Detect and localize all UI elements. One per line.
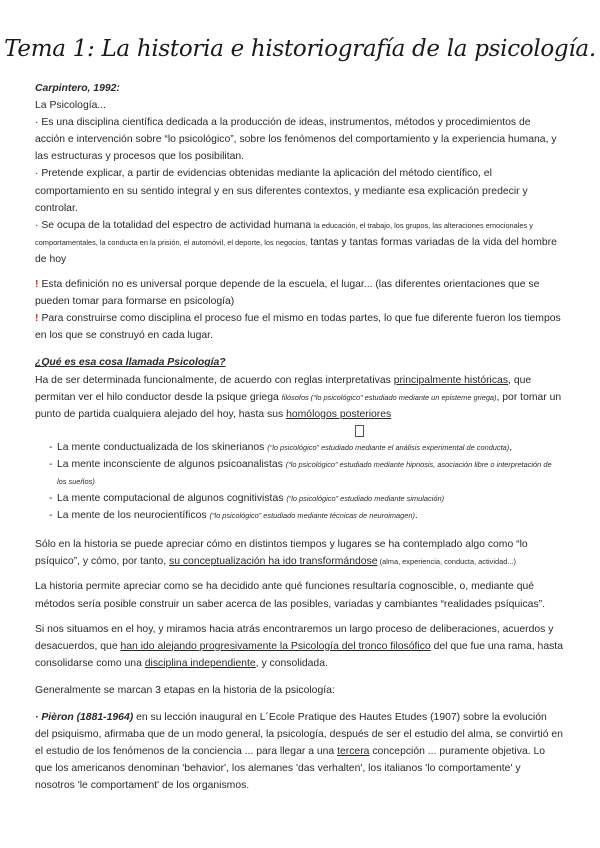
arrow-down-icon: [155, 423, 563, 439]
mind-list: [35, 439, 563, 524]
history-paragraph: Sólo en la historia se puede apreciar cómo en distintos tiempos y lugares se ha contemplado algo como “lo psíquico”, y cómo, por tanto, su conceptualización ha ido transformándose (alma, experiencia, conducta, actividad...): [35, 539, 528, 568]
section-heading: ¿Qué es esa cosa llamada Psicología?: [35, 357, 226, 369]
citation: Carpintero, 1992:: [35, 83, 120, 94]
list-item: - La mente de los neurocientíficos (“lo psicológico” estudiado mediante técnicas de neuroimagen).: [49, 507, 563, 524]
definition-bullet: · Pretende explicar, a partir de evidencias obtenidas mediante la aplicación del método científico, el comportamiento en su sentido integral y en sus diferentes contextos, y mediante esa explicación predecir y controlar.: [35, 168, 528, 214]
definition-bullet: · Se ocupa de la totalidad del espectro de actividad humana la educación, el trabajo, los grupos, las alteraciones emocionales y comportamentales, la conducta en la prisión, el automóvil, el deporte, los negocios, tantas y tantas formas variadas de la vida del hombre de hoy: [35, 219, 557, 265]
exclamation-icon: !: [35, 279, 39, 291]
exclamation-icon: !: [35, 313, 39, 325]
note-paragraph: ! Esta definición no es universal porque depende de la escuela, el lugar... (las diferentes orientaciones que se pueden tomar para formarse en psicología): [35, 279, 540, 308]
history-paragraph: La historia permite apreciar como se ha decidido ante qué funciones resultaría cognoscible, o, mediante qué métodos sería posible construir un saber acerca de las posibles, variadas y cambiantes “realidades psíquicas”.: [35, 581, 545, 610]
section-paragraph: Ha de ser determinada funcionalmente, de acuerdo con reglas interpretativas principalmente históricas, que permitan ver el hilo conductor desde la psique griega filósofos (“lo psicológico” estudiado mediante un episteme griega), por tomar un punto de partida cualquiera alejado del hoy, hasta sus homólogos posteriores: [35, 374, 562, 420]
document-body: [35, 80, 563, 794]
list-item: - La mente inconsciente de algunos psicoanalistas (“lo psicológico” estudiado mediante hipnosis, asociación libre o interpretación de los sueños): [49, 456, 563, 490]
stages-intro: Generalmente se marcan 3 etapas en la historia de la psicología:: [35, 684, 335, 696]
note-paragraph: ! Para construirse como disciplina el proceso fue el mismo en todas partes, lo que fue diferente fueron los tiempos en los que se construyó en cada lugar.: [35, 313, 561, 342]
history-paragraph: Si nos situamos en el hoy, y miramos hacia atrás encontraremos un largo proceso de deliberaciones, acuerdos y desacuerdos, que han ido alejando progresivamente la Psicología del tronco filosófico del que fue una rama, hasta consolidarse como una disciplina independiente, y consolidada.: [35, 623, 563, 669]
pieron-paragraph: · Pièron (1881-1964) en su lección inaugural en L´Ecole Pratique des Hautes Etudes (1907) sobre la evolución del psiquismo, afirmaba que de un modo general, la psicología, después de ser el estudio del alma, se convirtió en el estudio de los fenómenos de la conciencia ... para llegar a una tercera concepción ... puramente objetiva. Lo que los americanos denominan 'behavior', los alemanes 'das verhalten', los italianos 'lo comportamente' y nosotros 'le comportament' de los organismos.: [35, 712, 563, 792]
page-title: Tema 1: La historia e historiografía de la psicología.: [4, 36, 596, 62]
list-item: - La mente conductualizada de los skinerianos (“lo psicológico” estudiado mediante el análisis experimental de conducta),: [49, 439, 563, 456]
list-item: - La mente computacional de algunos cognitivistas (“lo psicológico” estudiado mediante simulación): [49, 490, 563, 507]
definition-bullet: · Es una disciplina científica dedicada a la producción de ideas, instrumentos, métodos y procedimientos de acción e intervención sobre “lo psicológico”, sobre los fenómenos del comportamiento y la experiencia humana, y las estructuras y procesos que los posibilitan.: [35, 117, 557, 163]
intro-line: La Psicología...: [35, 100, 107, 112]
